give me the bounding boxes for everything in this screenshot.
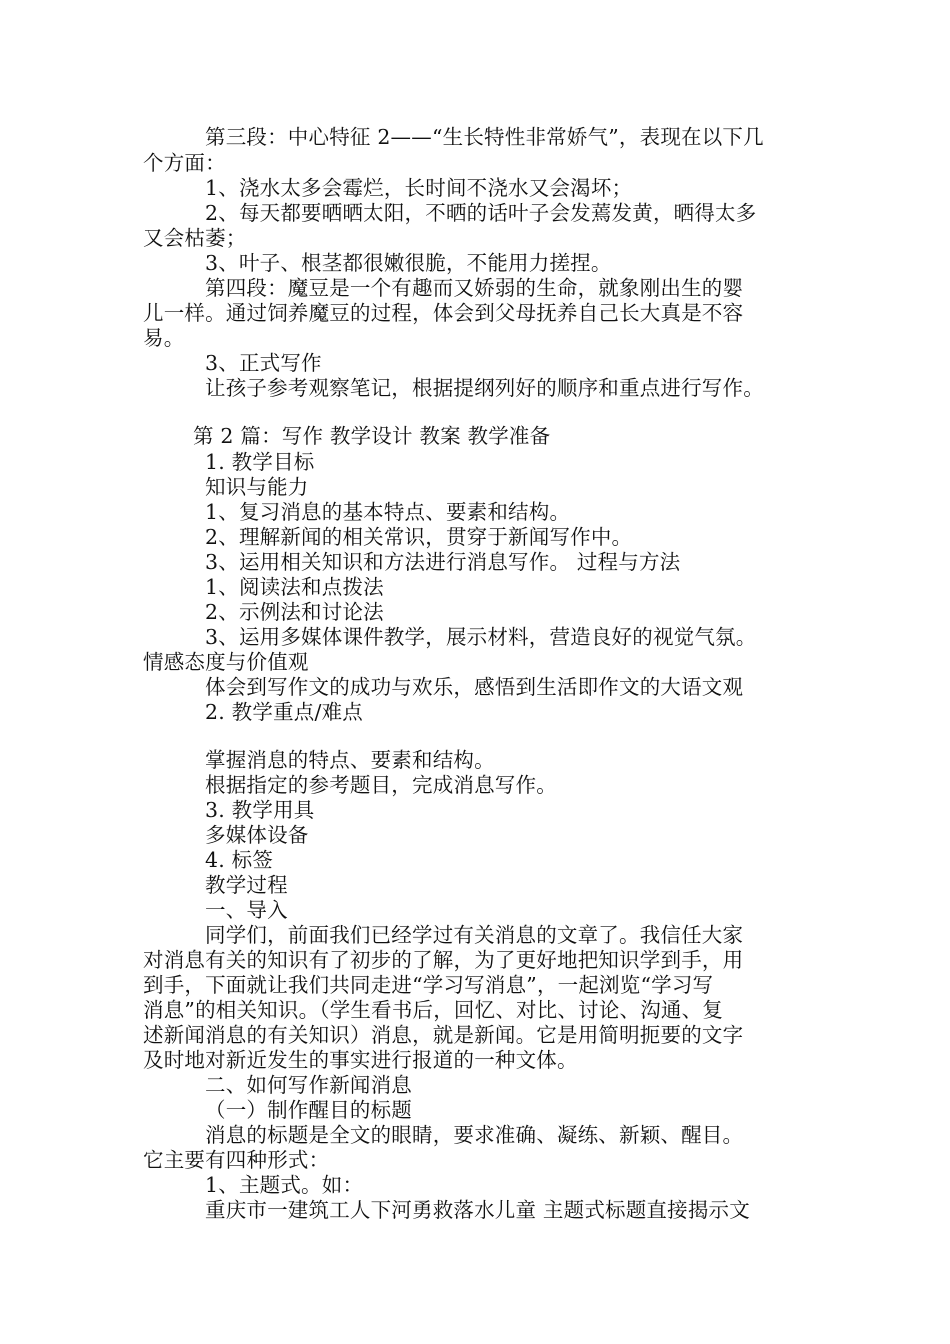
text-line: 3、正式写作 (205, 351, 322, 375)
text-line: 教学过程 (205, 873, 288, 897)
text-line: 易。 (143, 326, 185, 350)
text-line: 儿一样。通过饲养魔豆的过程，体会到父母抚养自己长大真是不容 (143, 301, 744, 325)
text-line: 2、每天都要晒晒太阳，不晒的话叶子会发蔫发黄，晒得太多 (205, 201, 757, 225)
text-line: 1、阅读法和点拨法 (205, 575, 384, 599)
text-line: 一、导入 (205, 898, 288, 922)
text-line: 2、示例法和讨论法 (205, 600, 384, 624)
text-line: 对消息有关的知识有了初步的了解，为了更好地把知识学到手，用 (143, 948, 744, 972)
text-line: 第四段：魔豆是一个有趣而又娇弱的生命，就象刚出生的婴 (205, 276, 744, 300)
text-line: 述新闻消息的有关知识）消息，就是新闻。它是用简明扼要的文字 (143, 1023, 744, 1047)
text-line: 同学们，前面我们已经学过有关消息的文章了。我信任大家 (205, 923, 744, 947)
text-line: 2、理解新闻的相关常识，贯穿于新闻写作中。 (205, 525, 633, 549)
text-line: 1. 教学目标 (205, 450, 315, 474)
text-line: 3、运用相关知识和方法进行消息写作。 过程与方法 (205, 550, 681, 574)
section-heading: 第 2 篇：写作 教学设计 教案 教学准备 (193, 424, 551, 448)
text-line: （一）制作醒目的标题 (205, 1098, 412, 1122)
text-line: 3. 教学用具 (205, 798, 315, 822)
text-line: 及时地对新近发生的事实进行报道的一种文体。 (143, 1048, 578, 1072)
text-line: 到手，下面就让我们共同走进“学习写消息”，一起浏览“学习写 (143, 973, 714, 997)
text-line: 根据指定的参考题目，完成消息写作。 (205, 773, 557, 797)
text-line: 知识与能力 (205, 475, 309, 499)
text-line: 它主要有四种形式： (143, 1148, 330, 1172)
text-line: 3、叶子、根茎都很嫩很脆，不能用力搓捏。 (205, 251, 612, 275)
text-line: 消息”的相关知识。（学生看书后，回忆、对比、讨论、沟通、复 (143, 998, 724, 1022)
text-line: 1、浇水太多会霉烂，长时间不浇水又会渴坏； (205, 176, 633, 200)
text-line: 个方面： (143, 151, 226, 175)
text-line: 二、如何写作新闻消息 (205, 1073, 412, 1097)
text-line: 1、复习消息的基本特点、要素和结构。 (205, 500, 571, 524)
text-line: 让孩子参考观察笔记，根据提纲列好的顺序和重点进行写作。 (205, 376, 764, 400)
text-line: 消息的标题是全文的眼睛，要求准确、凝练、新颖、醒目。 (205, 1123, 744, 1147)
text-line: 重庆市一建筑工人下河勇救落水儿童 主题式标题直接揭示文 (205, 1198, 750, 1222)
text-line: 1、主题式。如： (205, 1173, 364, 1197)
text-line: 情感态度与价值观 (143, 650, 309, 674)
text-line: 4. 标签 (205, 848, 274, 872)
text-line: 体会到写作文的成功与欢乐，感悟到生活即作文的大语文观 (205, 675, 744, 699)
text-line: 3、运用多媒体课件教学，展示材料，营造良好的视觉气氛。 (205, 625, 757, 649)
text-line: 2. 教学重点/难点 (205, 700, 363, 724)
text-line: 掌握消息的特点、要素和结构。 (205, 748, 495, 772)
text-line: 第三段：中心特征 2——“生长特性非常娇气”，表现在以下几 (205, 125, 764, 149)
text-line: 多媒体设备 (205, 823, 309, 847)
text-line: 又会枯萎； (143, 226, 247, 250)
